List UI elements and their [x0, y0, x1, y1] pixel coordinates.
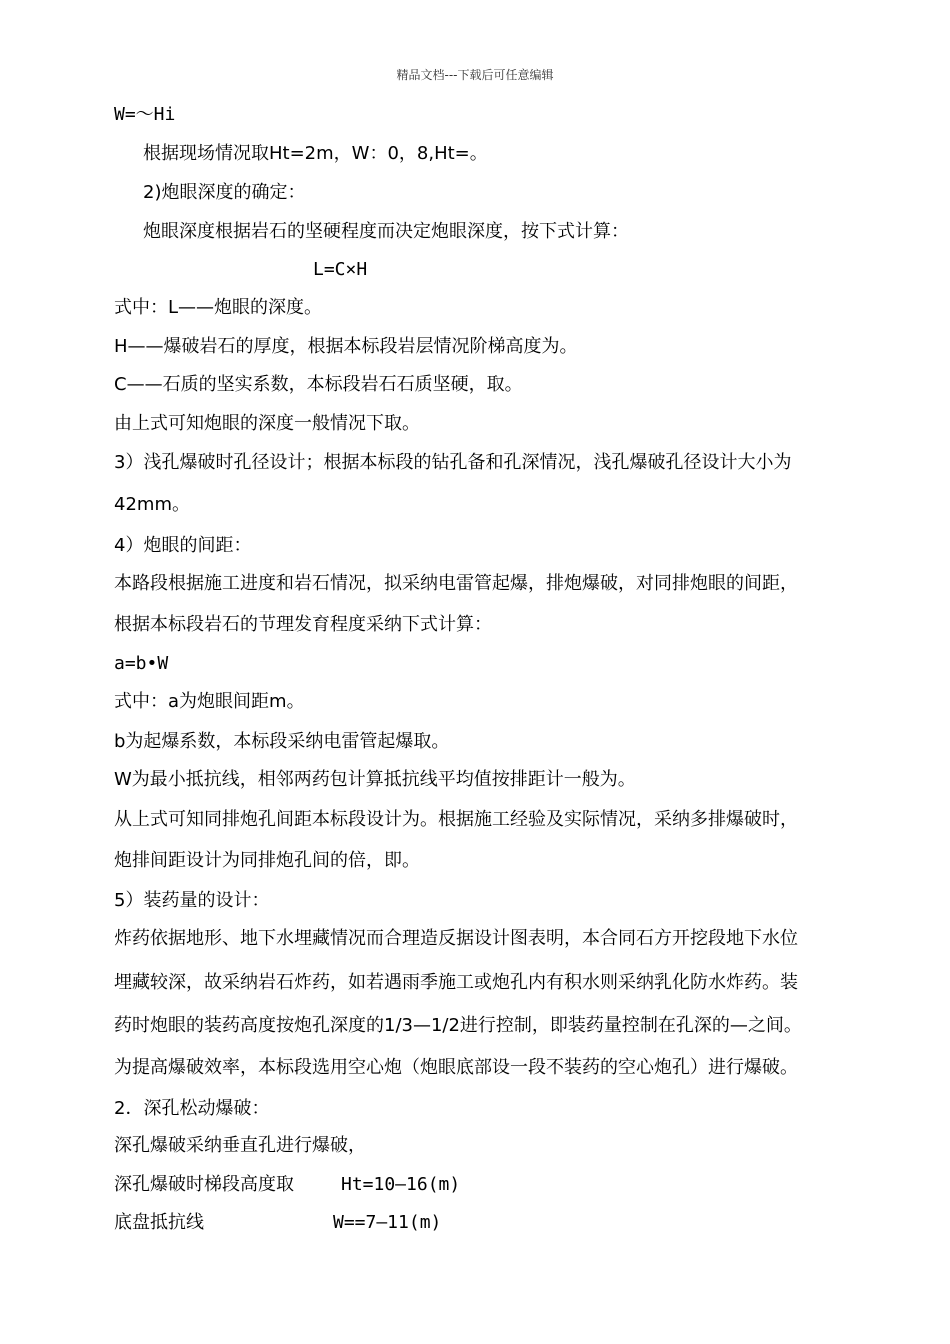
- page-header: 精品文档---下载后可任意编辑: [396, 68, 554, 82]
- text-line-22: 炸药依据地形、地下水埋藏情况而合理造反据设计图表明，本合同石方开挖段地下水位: [114, 928, 798, 949]
- text-line-10: 3）浅孔爆破时孔径设计；根据本标段的钻孔备和孔深情况，浅孔爆破孔径设计大小为: [114, 452, 792, 473]
- text-line-29-value: W==7—11(m): [333, 1212, 442, 1233]
- text-line-25: 为提高爆破效率，本标段选用空心炮（炮眼底部设一段不装药的空心炮孔）进行爆破。: [114, 1057, 798, 1078]
- text-line-24: 药时炮眼的装药高度按炮孔深度的1/3—1/2进行控制，即装药量控制在孔深的—之间。: [114, 1015, 802, 1036]
- text-line-16: 式中：a为炮眼间距m。: [114, 691, 305, 712]
- text-line-18: W为最小抵抗线，相邻两药包计算抵抗线平均值按排距计一般为。: [114, 769, 636, 790]
- text-line-1: W=～Hi: [114, 104, 176, 125]
- text-line-2: 根据现场情况取Ht=2m，W：0，8,Ht=。: [143, 143, 488, 164]
- text-line-27: 深孔爆破采纳垂直孔进行爆破，: [114, 1135, 366, 1156]
- text-line-13: 本路段根据施工进度和岩石情况，拟采纳电雷管起爆，排炮爆破，对同排炮眼的间距，: [114, 573, 798, 594]
- text-line-26: 2．深孔松动爆破：: [114, 1098, 270, 1119]
- text-line-12: 4）炮眼的间距：: [114, 535, 252, 556]
- text-line-11: 42mm。: [114, 494, 190, 515]
- text-line-8: C——石质的坚实系数，本标段岩石石质坚硬，取。: [114, 374, 523, 395]
- text-line-7: H——爆破岩石的厚度，根据本标段岩层情况阶梯高度为。: [114, 336, 578, 357]
- text-line-21: 5）装药量的设计：: [114, 890, 270, 911]
- text-line-4: 炮眼深度根据岩石的坚硬程度而决定炮眼深度，按下式计算：: [143, 221, 629, 242]
- text-line-20: 炮排间距设计为同排炮孔间的倍，即。: [114, 850, 420, 871]
- text-line-29-label: 底盘抵抗线: [114, 1212, 204, 1233]
- text-line-28-label: 深孔爆破时梯段高度取: [114, 1174, 294, 1195]
- formula-spacing: a=b•W: [114, 653, 169, 674]
- text-line-6: 式中：L——炮眼的深度。: [114, 297, 323, 318]
- text-line-19: 从上式可知同排炮孔间距本标段设计为。根据施工经验及实际情况，采纳多排爆破时，: [114, 809, 798, 830]
- text-line-17: b为起爆系数，本标段采纳电雷管起爆取。: [114, 731, 450, 752]
- text-line-3: 2)炮眼深度的确定：: [143, 182, 306, 203]
- text-line-9: 由上式可知炮眼的深度一般情况下取。: [114, 413, 420, 434]
- text-line-28-value: Ht=10—16(m): [341, 1174, 461, 1195]
- formula-depth: L=C×H: [313, 259, 368, 280]
- text-line-14: 根据本标段岩石的节理发育程度采纳下式计算：: [114, 614, 492, 635]
- text-line-23: 埋藏较深，故采纳岩石炸药，如若遇雨季施工或炮孔内有积水则采纳乳化防水炸药。装: [114, 972, 798, 993]
